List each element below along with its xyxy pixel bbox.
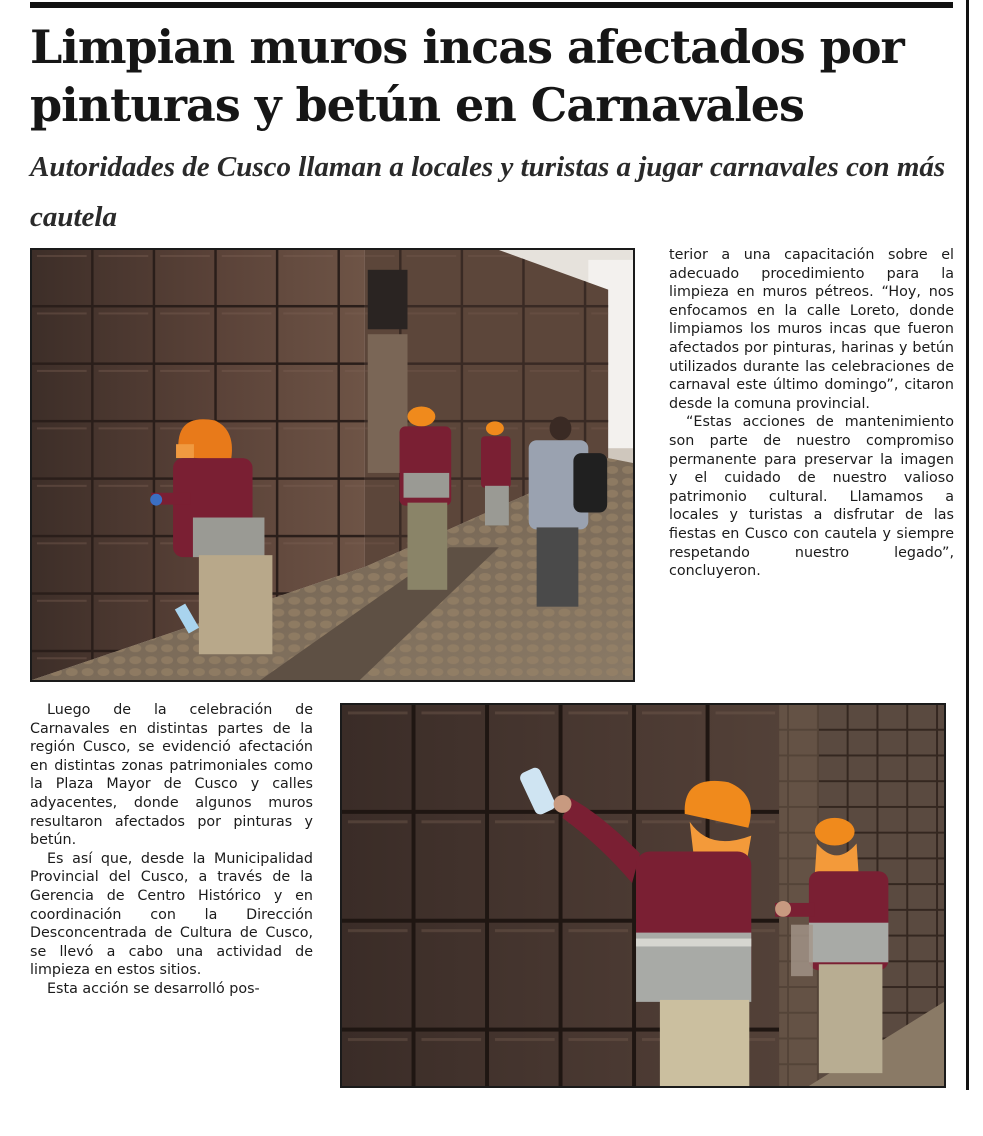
article-column-right — [669, 246, 954, 581]
article-column-left — [30, 701, 313, 999]
photo-closeup-illustration — [342, 705, 944, 1086]
photo-workers-cleaning-street — [30, 248, 635, 682]
paragraph-left-2: Es así que, desde la Municipalidad Provincial del Cusco, a través de la Gerencia de Centro Histórico y en coordinación con la Dirección Desconcentrada de Cultura de Cusco, se llevó a cabo una actividad de limpieza en estos sitios. — [30, 850, 313, 979]
paragraph-right-1: terior a una capacitación sobre el adecuado procedimiento para la limpieza en muros pétreos. “Hoy, nos enfocamos en la calle Loreto, donde limpiamos los muros incas que fueron afectados por pinturas, harinas y betún utilizados durante las celebraciones de carnaval este último domingo”, citaron desde la comuna provincial. — [669, 247, 954, 412]
subheadline: Autoridades de Cusco llaman a locales y turistas a jugar carnavales con más cautela — [30, 151, 946, 233]
top-rule — [30, 2, 953, 8]
photo-street-illustration — [32, 250, 633, 680]
headline: Limpian muros incas afectados por pinturas y betún en Carnavales — [30, 20, 904, 132]
paragraph-left-1: Luego de la celebración de Carnavales en distintas partes de la región Cusco, se evidenció afectación en distintas zonas patrimoniales como la Plaza Mayor de Cusco y calles adyacentes, donde algunos muros resultaron afectados por pinturas y betún. — [30, 702, 313, 849]
column-rule — [966, 0, 969, 1090]
paragraph-right-2: “Estas acciones de mantenimiento son parte de nuestro compromiso permanente para preservar la imagen y el cuidado de nuestro valioso patrimonio cultural. Llamamos a locales y turistas a disfrutar de las fiestas en Cusco con cautela y siempre respetando nuestro legado”, concluyeron. — [669, 414, 954, 580]
worker-3-figure — [481, 421, 511, 525]
photo-workers-closeup — [340, 703, 946, 1088]
paragraph-left-3: Esta acción se desarrolló pos- — [47, 980, 260, 997]
